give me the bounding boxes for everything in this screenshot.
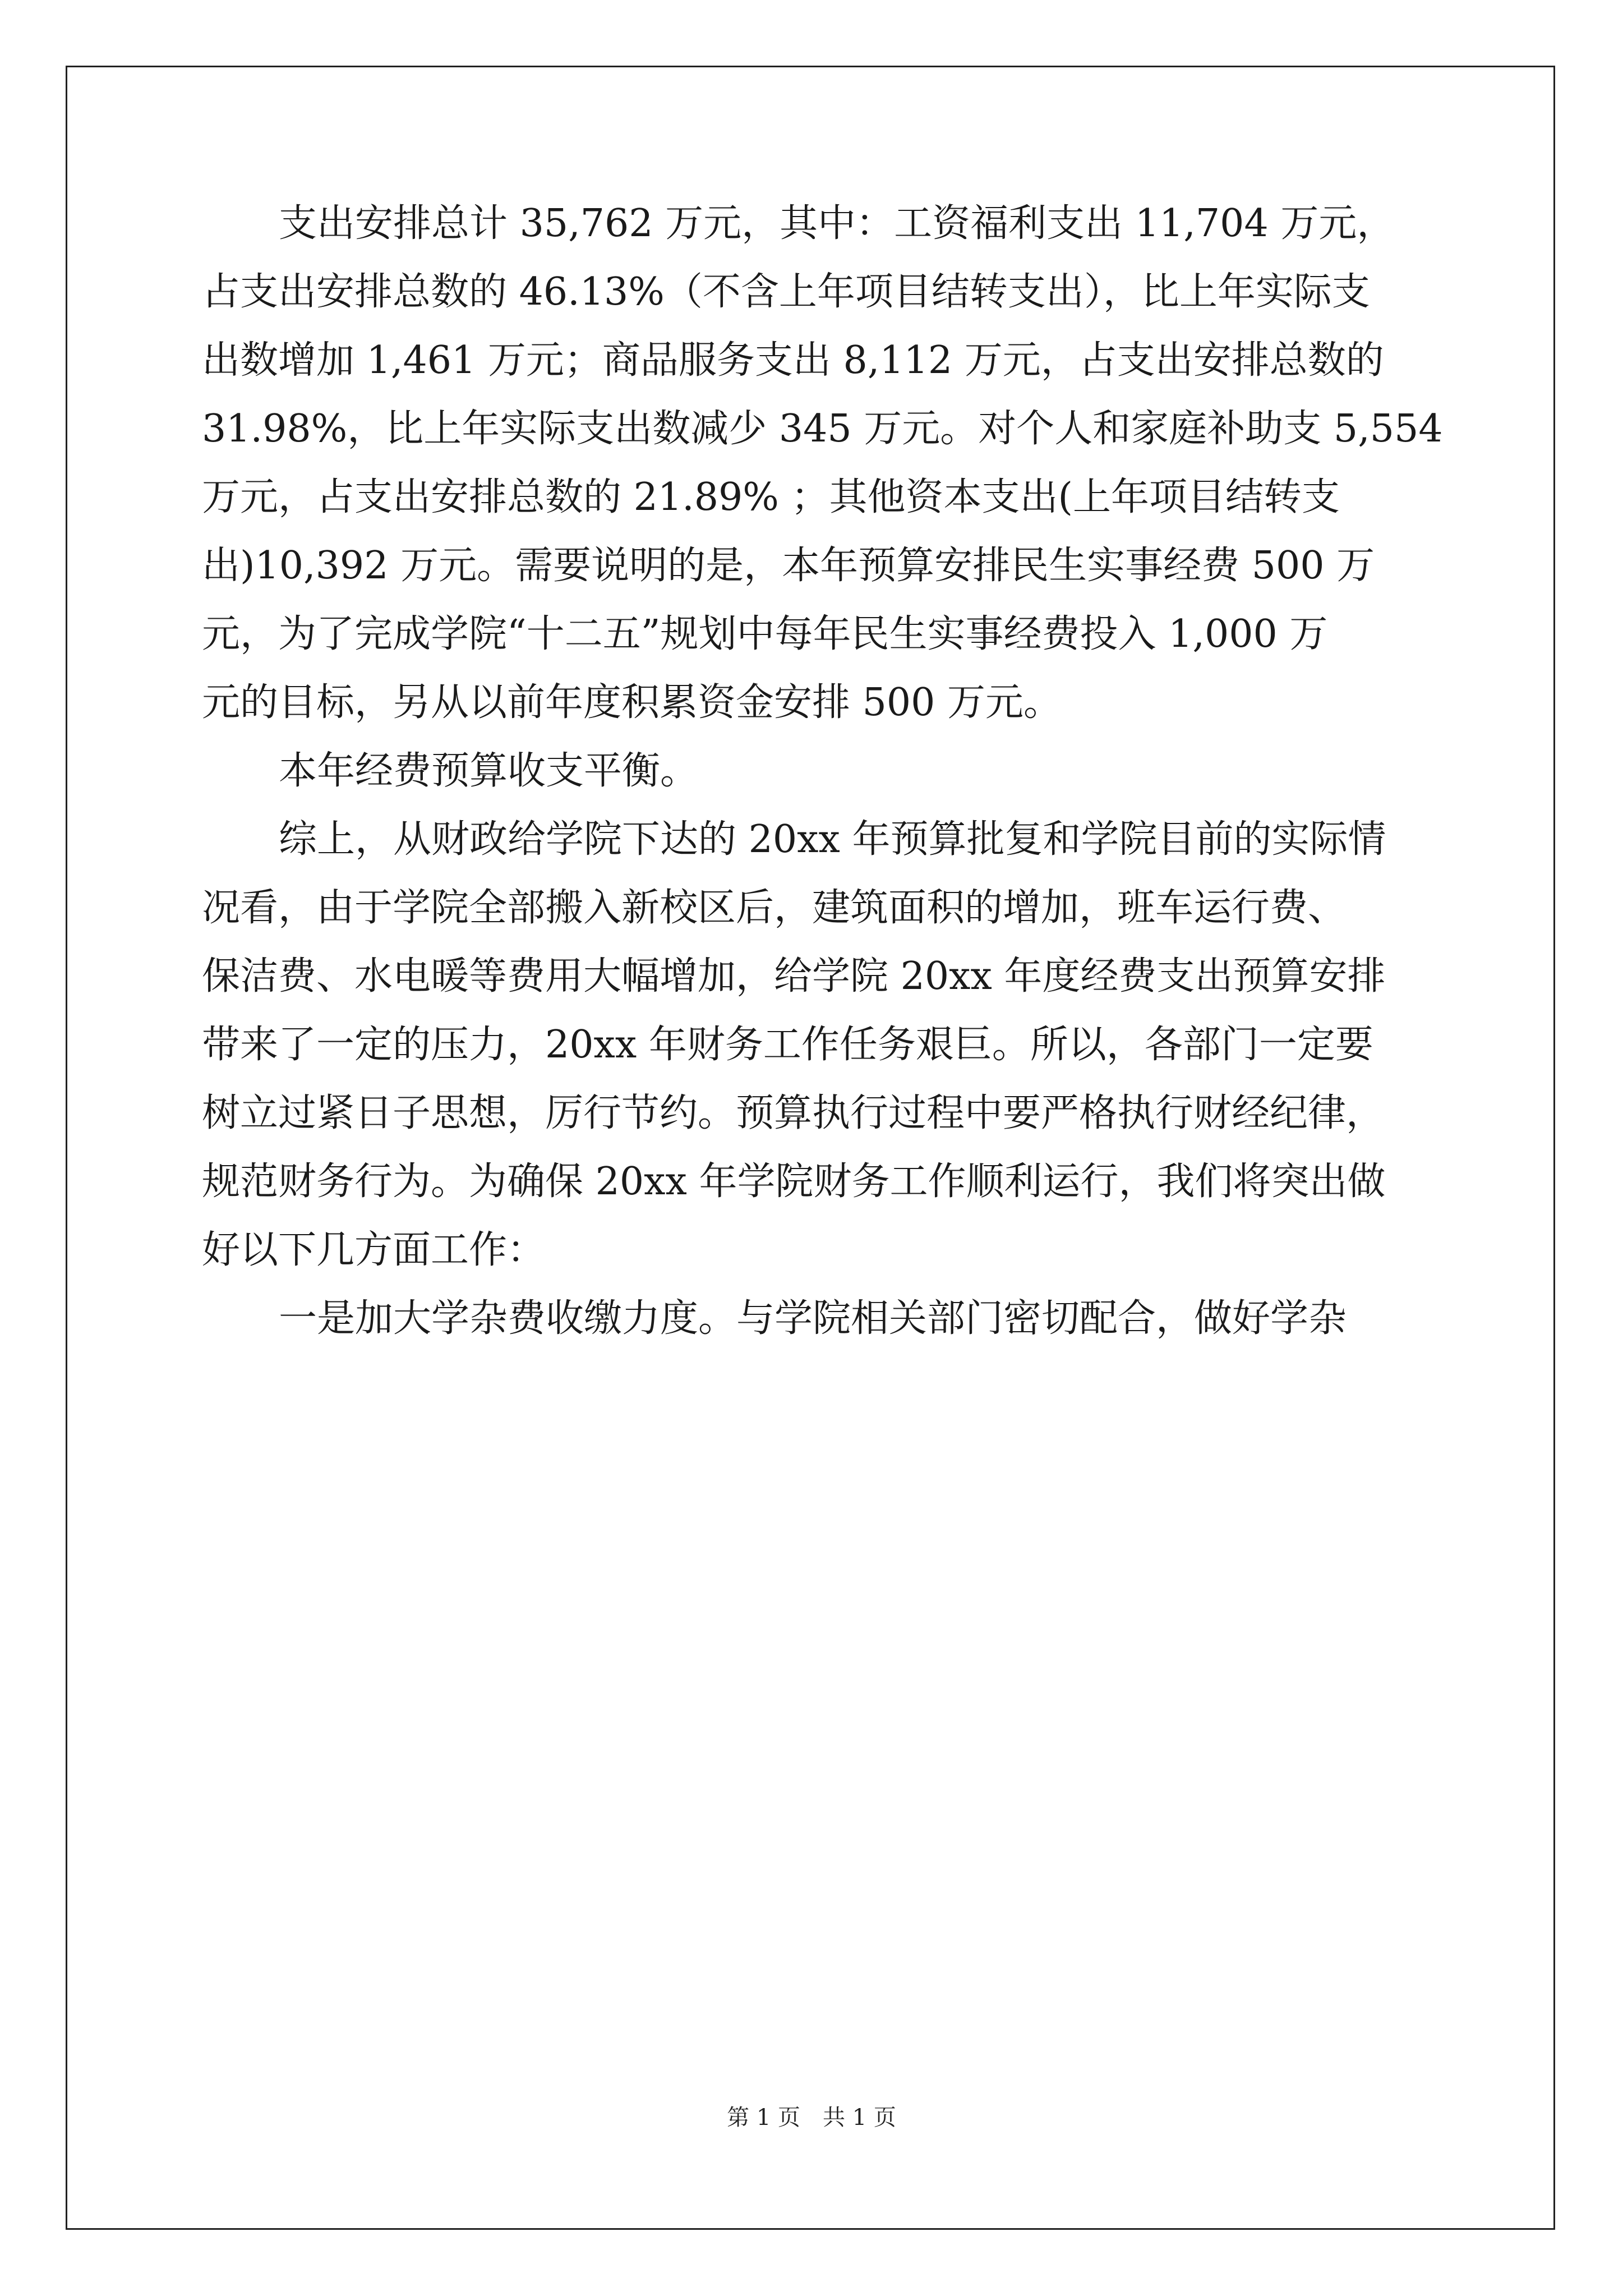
paragraph-line: 一是加大学杂费收缴力度。与学院相关部门密切配合，做好学杂 (279, 1296, 1347, 1341)
paragraph-line: 出)10,392 万元。需要说明的是，本年预算安排民生实事经费 500 万 (202, 544, 1375, 588)
paragraph-line: 况看，由于学院全部搬入新校区后，建筑面积的增加，班车运行费、 (202, 886, 1347, 930)
paragraph-line: 规范财务行为。为确保 20xx 年学院财务工作顺利运行，我们将突出做 (202, 1159, 1386, 1204)
page-number-footer: 第 1 页 共 1 页 (727, 2105, 896, 2131)
paragraph-line: 综上，从财政给学院下达的 20xx 年预算批复和学院目前的实际情 (279, 817, 1386, 862)
paragraph-line: 占支出安排总数的 46.13%（不含上年项目结转支出），比上年实际支 (202, 270, 1370, 314)
paragraph-line: 元，为了完成学院“十二五”规划中每年民生实事经费投入 1,000 万 (202, 612, 1328, 656)
paragraph-line: 带来了一定的压力，20xx 年财务工作任务艰巨。所以，各部门一定要 (202, 1023, 1373, 1067)
paragraph-line: 支出安排总计 35,762 万元，其中：工资福利支出 11,704 万元， (279, 201, 1395, 246)
paragraph-line: 31.98%，比上年实际支出数减少 345 万元。对个人和家庭补助支 5,554 (202, 407, 1443, 451)
paragraph-line: 树立过紧日子思想，厉行节约。预算执行过程中要严格执行财经纪律， (202, 1091, 1385, 1135)
paragraph-line: 本年经费预算收支平衡。 (279, 749, 699, 793)
paragraph-line: 出数增加 1,461 万元；商品服务支出 8,112 万元，占支出安排总数的 (202, 338, 1384, 383)
paragraph-line: 好以下几方面工作： (202, 1228, 546, 1272)
paragraph-line: 元的目标，另从以前年度积累资金安排 500 万元。 (202, 680, 1062, 725)
document-body (202, 201, 1443, 1365)
paragraph-line: 保洁费、水电暖等费用大幅增加，给学院 20xx 年度经费支出预算安排 (202, 954, 1386, 999)
paragraph-line: 万元，占支出安排总数的 21.89% ；其他资本支出(上年项目结转支 (202, 475, 1340, 519)
